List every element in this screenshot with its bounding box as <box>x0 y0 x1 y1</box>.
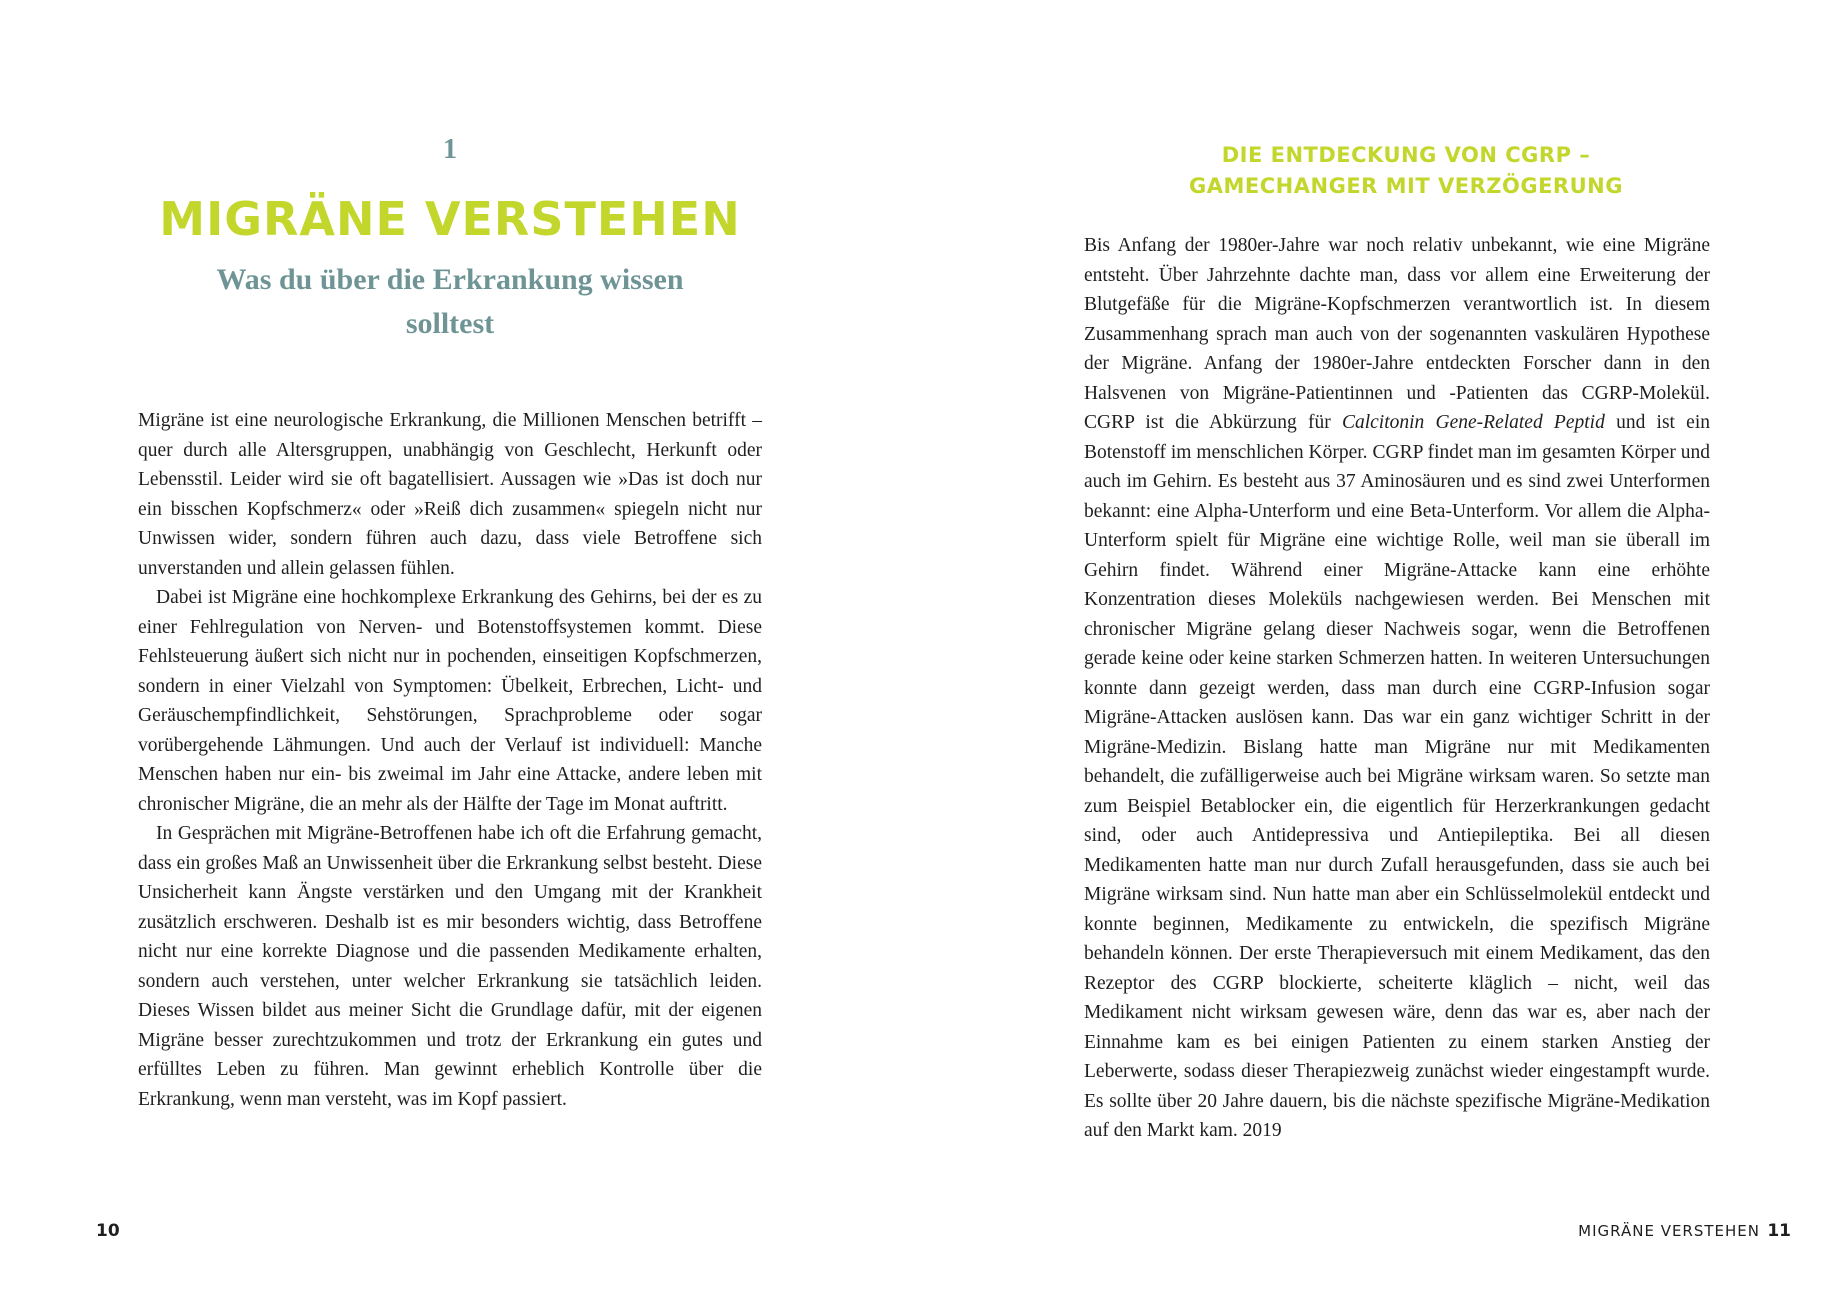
chapter-title: MIGRÄNE VERSTEHEN <box>159 192 741 246</box>
running-head: MIGRÄNE VERSTEHEN <box>1578 1222 1760 1240</box>
right-page <box>916 0 1831 1299</box>
paragraph: Dabei ist Migräne eine hochkomplexe Erkrankung des Gehirns, bei der es zu einer Fehlregulation von Nerven- und Botenstoffsystemen kommt. Diese Fehlsteuerung äußert sich nicht nur in pochenden, einseitigen Kopfschmerzen, sondern in einer Vielzahl von Symptomen: Übelkeit, Erbrechen, Licht- und Geräuschempfindlichkeit, Sehstörungen, Sprachprobleme oder sogar vorübergehende Lähmungen. Und auch der Verlauf ist individuell: Manche Menschen haben nur ein- bis zweimal im Jahr eine Attacke, andere leben mit chronischer Migräne, die an mehr als der Hälfte der Tage im Monat auftritt. <box>138 587 762 815</box>
section-title-line: GAMECHANGER MIT VERZÖGERUNG <box>1189 174 1623 198</box>
chapter-intro-text <box>138 406 762 1114</box>
chapter-subtitle: Was du über die Erkrankung wissen solltest <box>216 263 684 340</box>
page-number: 11 <box>1767 1221 1791 1241</box>
page-number: 10 <box>96 1221 120 1241</box>
section-title-line: DIE ENTDECKUNG VON CGRP – <box>1221 143 1591 167</box>
paragraph <box>1084 231 1710 1146</box>
left-page <box>0 0 915 1299</box>
italic-term: Calcitonin Gene-Related Peptid <box>1341 412 1605 433</box>
paragraph: Migräne ist eine neurologische Erkrankung, die Millionen Menschen betrifft – quer durch alle Altersgruppen, unabhängig von Geschlecht, Herkunft oder Lebensstil. Leider wird sie oft bagatellisiert. Aussagen wie »Das ist doch nur ein bisschen Kopfschmerz« oder »Reiß dich zusammen« spiegeln nicht nur Unwissen wider, sondern führen auch dazu, dass viele Betroffene sich unverstanden und allein gelassen fühlen. <box>138 410 762 579</box>
paragraph-text: und ist ein Botenstoff im menschlichen Körper. CGRP findet man im gesamten Körper und auch im Gehirn. Es besteht aus 37 Aminosäuren und es sind zwei Unterformen bekannt: eine Alpha-Unterform und eine Beta-Unterform. Vor allem die Alpha-Unterform spielt für Migräne eine wichtige Rolle, weil man sie überall im Gehirn findet. Während einer Migräne-Attacke kann eine erhöhte Konzentration dieses Moleküls nachgewiesen werden. Bei Menschen mit chronischer Migräne gelang dieser Nachweis sogar, wenn die Betroffenen gerade keine oder keine starken Schmerzen hatten. In weiteren Untersuchungen konnte dann gezeigt werden, dass man durch eine CGRP-Infusion sogar Migräne-Attacken auslösen kann. Das war ein ganz wichtiger Schritt in der Migräne-Medizin. Bislang hatte man Migräne nur mit Medikamenten behandelt, die zufälligerweise auch bei Migräne wirksam waren. So setzte man zum Beispiel Betablocker ein, die eigentlich für Herzerkrankungen gedacht sind, oder auch Antidepressiva und Antiepileptika. Bei all diesen Medikamenten hatte man nur durch Zufall herausgefunden, dass sie auch bei Migräne wirksam sind. Nun hatte man aber ein Schlüsselmolekül entdeckt und konnte beginnen, Medikamente zu entwickeln, die spezifisch Migräne behandeln können. Der erste Therapieversuch mit einem Medikament, das den Rezeptor des CGRP blockierte, scheiterte kläglich – nicht, weil das Medikament nicht wirksam gewesen wäre, denn das war es, aber nach der Einnahme kam es bei einigen Patienten zu einem starken Anstieg der Leberwerte, sodass dieser Therapiezweig zunächst wieder eingestampft wurde. Es sollte über 20 Jahre dauern, bis die nächste spezifische Migräne-Medikation auf den Markt kam. 2019 <box>1084 412 1711 1141</box>
paragraph: In Gesprächen mit Migräne-Betroffenen habe ich oft die Erfahrung gemacht, dass ein großes Maß an Unwissenheit über die Erkrankung selbst besteht. Diese Unsicherheit kann Ängste verstärken und den Umgang mit der Krankheit zusätzlich erschweren. Deshalb ist es mir besonders wichtig, dass Betroffene nicht nur eine korrekte Diagnose und die passenden Medikamente erhalten, sondern auch verstehen, unter welcher Erkrankung sie tatsächlich leiden. Dieses Wissen bildet aus meiner Sicht die Grundlage dafür, mit der eigenen Migräne besser zurechtzukommen und trotz der Erkrankung ein gutes und erfülltes Leben zu führen. Man gewinnt erheblich Kontrolle über die Erkrankung, wenn man versteht, was im Kopf passiert. <box>138 823 762 1110</box>
paragraph-text: Bis Anfang der 1980er-Jahre war noch relativ unbekannt, wie eine Migräne entsteht. Über Jahrzehnte dachte man, dass vor allem eine Erweiterung der Blutgefäße für die Migräne-Kopfschmerzen verantwortlich ist. In diesem Zusammenhang sprach man auch von der sogenannten vaskulären Hypothese der Migräne. Anfang der 1980er-Jahre entdeckten Forscher dann in den Halsvenen von Migräne-Patientinnen und -Patienten das CGRP-Molekül. CGRP ist die Abkürzung für <box>1084 235 1710 433</box>
section-body-text <box>1084 231 1710 1146</box>
section-title <box>1086 140 1726 202</box>
chapter-number: 1 <box>443 134 457 165</box>
